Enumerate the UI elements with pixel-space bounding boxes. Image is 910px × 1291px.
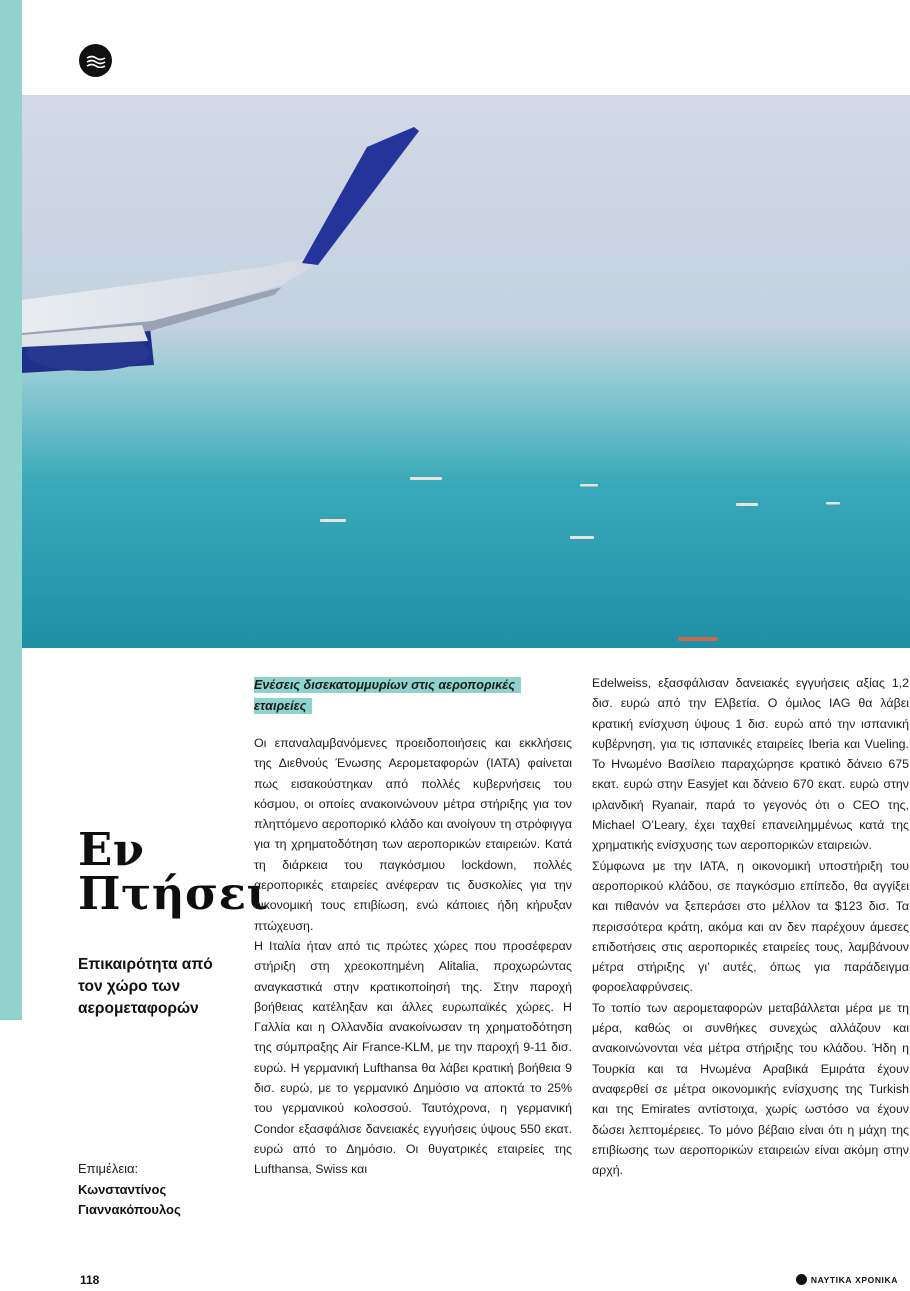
credit-label: Επιμέλεια: (78, 1161, 139, 1176)
article-column-1 (254, 733, 572, 1180)
page-subtitle: Επικαιρότητα από τον χώρο των αερομεταφορών (78, 956, 213, 1017)
paragraph: Το τοπίο των αερομεταφορών μεταβάλλεται μέρα με τη μέρα, καθώς οι συνθήκες συνεχώς αλλάζουν και ανακοινώνονται νέα μέτρα στήριξης του κλάδου. Ήδη η Τουρκία και τα Ηνωμένα Αραβικά Εμιράτα έχουν αναφερθεί σε μέτρα οικονομικής ενίσχυσης της Turkish και της Emirates αντίστοιχα, χωρίς ωστόσο να έχουν δώσει λεπτομέρειες. Το μόνο βέβαιο είναι ότι η μάχη της επιβίωσης των αεροπορικών εταιρειών είναι ακόμη στην αρχή. (592, 1000, 909, 1178)
section-title-text: Ενέσεις δισεκατομμυρίων στις αεροπορικές εταιρείες (254, 677, 521, 714)
brand-name: ΝΑΥΤΙΚΑ ΧΡΟΝΙΚΑ (810, 1274, 898, 1285)
page-title-line2: Πτήσει (78, 867, 269, 920)
side-accent-strip (0, 0, 22, 1020)
section-title (254, 675, 574, 717)
paragraph: Edelweiss, εξασφάλισαν δανειακές εγγυήσεις αξίας 1,2 δισ. ευρώ από την Ελβετία. Ο όμιλος IAG θα λάβει κρατική ενίσχυση ύψους 1 δισ. ευρώ από την ισπανική κυβέρνηση, για τις ισπανικές εταιρείες Iberia και Vueling. Το Ηνωμένο Βασίλειο παραχώρησε κρατικό δάνειο 675 εκατ. ευρώ στην Easyjet και δάνειο 670 εκατ. ευρώ στην ιρλανδική Ryanair, παρά το γεγονός ότι ο CEO της, Michael O’Leary, έχει ταχθεί επανειλημμένως κατά της χρηματικής ενίσχυσης των αεροπορικών εταιρειών. (592, 676, 909, 853)
paragraph: Οι επαναλαμβανόμενες προειδοποιήσεις και εκκλήσεις της Διεθνούς Ένωσης Αερομεταφορών (ΙΑΤΑ) φαίνεται πως εισακούστηκαν από πολλές κυβερνήσεις του κόσμου, οι οποίες ανακοινώνουν μέτρα στήριξης για τον πληττόμενο αεροπορικό κλάδο και ανοίγουν τη στρόφιγγα για τη χρηματοδότηση των αεροπορικών εταιρειών. Κατά τη διάρκεια του παγκόσμιου lockdown, πολλές αεροπορικές εταιρείες ανέφεραν τις δυσκολίες για την οικονομική τους επιβίωση, ενώ κάποιες ήδη κήρυξαν πτώχευση. (254, 736, 572, 933)
article-column-2 (592, 673, 909, 1180)
page-number: 118 (80, 1273, 100, 1287)
brand-logo (796, 1274, 898, 1285)
paragraph: Σύμφωνα με την ΙΑΤΑ, η οικονομική υποστήριξη του αεροπορικού κλάδου, σε παγκόσμιο επίπεδο, θα αγγίξει και πιθανόν να ξεπεράσει στο μέλλον τα $123 δισ. Τα περισσότερα κράτη, ακόμα και αν δεν παρέχουν άμεσες επιδοτήσεις στις αεροπορικές εταιρείες τους, λαμβάνουν μέτρα στήριξης γι’ αυτές, όπως για παράδειγμα φοροελαφρύνσεις. (592, 858, 909, 995)
wave-lines-icon (79, 44, 112, 77)
brand-wave-icon (796, 1274, 807, 1285)
page-title (78, 823, 269, 920)
credit-name: Κωνσταντίνος Γιαννακόπουλος (78, 1182, 181, 1217)
page-title-line1: Εν (78, 823, 145, 876)
hero-photo (22, 95, 910, 648)
paragraph: Η Ιταλία ήταν από τις πρώτες χώρες που προσέφεραν στήριξη στη χρεοκοπημένη Alitalia, προχωρώντας αναγκαστικά στην κρατικοποίησή της. Στην παροχή βοήθειας κατέληξαν και άλλες ευρωπαϊκές χώρες. Η Γαλλία και η Ολλανδία ανακοίνωσαν τη χρηματοδότηση της σύμπραξης Air France-KLM, με την παροχή 9-11 δισ. ευρώ. Η γερμανική Lufthansa θα λάβει κρατική βοήθεια 9 δισ. ευρώ, με το γερμανικό Δημόσιο να αποκτά το 25% του γερμανικού κολοσσού. Ταυτόχρονα, η γερμανική Condor εξασφάλισε δανειακές εγγυήσεις ύψους 550 εκατ. ευρώ από το Δημόσιο. Οι θυγατρικές εταιρείες της Lufthansa, Swiss και (254, 938, 572, 1177)
